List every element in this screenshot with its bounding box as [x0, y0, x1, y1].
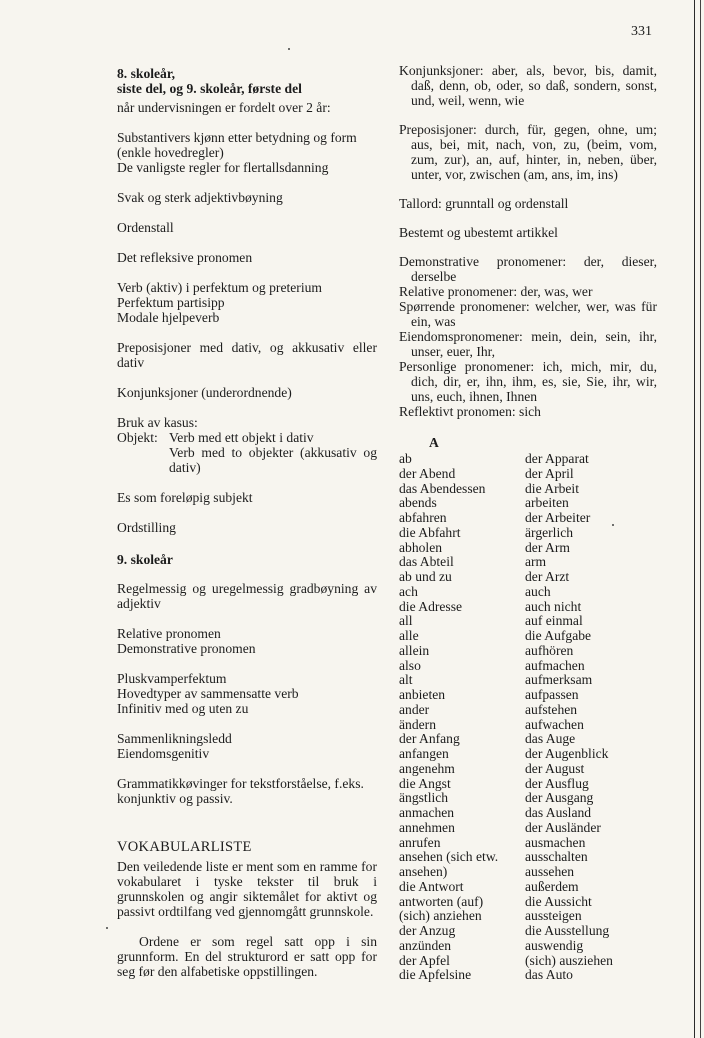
section-subheading-8: siste del, og 9. skoleår, første del: [117, 81, 302, 96]
section-heading-9: 9. skoleår: [117, 552, 173, 567]
topic-line: Det refleksive pronomen: [117, 250, 253, 265]
topic-line: Modale hjelpeverb: [117, 310, 220, 325]
word-entry: der Abend: [399, 465, 456, 481]
right-column: [399, 63, 657, 983]
word-entry: (sich) anziehen: [399, 908, 482, 924]
word-entry: der Anfang: [399, 731, 460, 747]
word-entry: die Angst: [399, 775, 451, 791]
topic-line: Ordstilling: [117, 520, 176, 535]
word-entry: die Ausstellung: [525, 923, 610, 938]
topic-line: Es som foreløpig subjekt: [117, 490, 253, 505]
word-entry: antworten (auf): [399, 893, 484, 909]
word-entry: ansehen): [399, 864, 448, 879]
word-entry: angenehm: [399, 760, 455, 776]
topic-line: De vanligste regler for flertallsdanning: [117, 160, 329, 175]
word-entry: auf einmal: [525, 613, 583, 629]
word-entry: die Apfelsine: [399, 967, 472, 983]
word-entry: der Anzug: [399, 923, 456, 938]
structure-group: Konjunksjoner: aber, als, bevor, bis, damit, daß, denn, ob, oder, so daß, sondern, sonst, und, weil, wenn, wie: [399, 63, 657, 108]
word-entry: annehmen: [399, 819, 455, 835]
pronoun-group: Reflektivt pronomen: sich: [399, 404, 541, 419]
word-entry: ach: [399, 583, 418, 599]
topic-line: Grammatikkøvinger for tekstforståelse, f.eks. konjunktiv og passiv.: [117, 776, 364, 806]
word-entry: der Arm: [525, 539, 570, 555]
kasus-objekt-label: Objekt:: [117, 430, 158, 445]
word-entry: aufmerksam: [525, 672, 593, 688]
section-intro: når undervisningen er fordelt over 2 år:: [117, 100, 331, 115]
word-entry: abholen: [399, 539, 443, 555]
word-entry: ängstlich: [399, 790, 449, 806]
pronoun-group: Personlige pronomener: ich, mich, mir, du, dich, dir, er, ihn, ihm, es, sie, Sie, ihr, wir, uns, euch, ihnen, Ihnen: [399, 359, 657, 404]
word-entry: ändern: [399, 716, 436, 732]
topic-line: (enkle hovedregler): [117, 145, 224, 160]
word-entry: ausmachen: [525, 834, 586, 850]
word-entry: abfahren: [399, 510, 447, 525]
word-entry: der Apparat: [525, 451, 589, 466]
word-entry: anfangen: [399, 746, 449, 761]
topic-line: Infinitiv med og uten zu: [117, 701, 249, 716]
word-entry: der Ausflug: [525, 775, 589, 791]
vocab-heading: VOKABULARLISTE: [117, 839, 252, 855]
word-entry: anrufen: [399, 834, 441, 850]
word-entry: anmachen: [399, 805, 455, 820]
kasus-line: Verb med ett objekt i dativ: [169, 430, 314, 445]
word-entry: (sich) ausziehen: [525, 952, 613, 968]
word-entry: anzünden: [399, 937, 452, 953]
topic-line: Konjunksjoner (underordnende): [117, 385, 292, 400]
word-entry: aufpassen: [525, 687, 579, 702]
topic-line: Preposisjoner med dativ, og akkusativ eller dativ: [117, 340, 377, 370]
kasus-line: Verb med to objekter (akkusativ og dativ): [169, 445, 377, 475]
topic-line: Pluskvamperfektum: [117, 671, 227, 686]
kasus-title: Bruk av kasus:: [117, 415, 198, 430]
word-entry: der April: [525, 465, 574, 481]
letter-heading: A: [429, 435, 439, 450]
word-entry: das Auto: [525, 967, 573, 983]
word-entry: das Abendessen: [399, 480, 486, 496]
structure-group: Tallord: grunntall og ordenstall: [399, 196, 569, 211]
page-number: 331: [631, 24, 652, 39]
word-entry: ärgerlich: [525, 524, 574, 540]
word-entry: anbieten: [399, 687, 446, 702]
word-entry: die Aufgabe: [525, 628, 592, 643]
topic-line: Hovedtyper av sammensatte verb: [117, 686, 299, 701]
word-entry: das Ausland: [525, 805, 592, 820]
word-entry: also: [399, 657, 421, 673]
word-entry: aufhören: [525, 642, 574, 658]
word-entry: ab und zu: [399, 569, 452, 584]
pronoun-group: Relative pronomener: der, was, wer: [399, 284, 593, 299]
topic-line: Eiendomsgenitiv: [117, 746, 210, 761]
vocab-paragraph: Ordene er som regel satt opp i sin grunnform. En del strukturord er satt opp for seg før den alfabetiske oppstillingen.: [117, 934, 377, 979]
word-entry: das Abteil: [399, 554, 454, 570]
word-entry: aufstehen: [525, 701, 578, 717]
word-entry: das Auge: [525, 731, 576, 747]
word-entry: ab: [399, 451, 412, 466]
word-entry: aussteigen: [525, 908, 582, 924]
topic-line: Verb (aktiv) i perfektum og preterium: [117, 280, 322, 295]
topic-line: Ordenstall: [117, 220, 174, 235]
word-entry: arm: [525, 554, 547, 570]
word-entry: die Adresse: [399, 598, 463, 614]
word-entry: aussehen: [525, 864, 575, 879]
word-entry: ansehen (sich etw.: [399, 849, 499, 865]
word-list: [399, 452, 657, 983]
word-entry: der Apfel: [399, 952, 450, 968]
word-entry: abends: [399, 495, 437, 511]
word-entry: der Ausländer: [525, 819, 601, 835]
topic-line: Demonstrative pronomen: [117, 641, 256, 656]
word-entry: der Arzt: [525, 569, 570, 584]
topic-line: Substantivers kjønn etter betydning og form: [117, 130, 357, 145]
word-entry: die Abfahrt: [399, 524, 461, 540]
word-entry: auch nicht: [525, 598, 582, 614]
word-entry: der Arbeiter: [525, 510, 591, 525]
word-entry: alle: [399, 628, 419, 643]
pronoun-group: Spørrende pronomener: welcher, wer, was für ein, was: [399, 299, 657, 329]
word-entry: all: [399, 613, 413, 629]
word-entry: die Arbeit: [525, 480, 579, 496]
topic-line: Svak og sterk adjektivbøyning: [117, 190, 283, 205]
topic-line: Regelmessig og uregelmessig gradbøyning av adjektiv: [117, 581, 377, 611]
pronoun-group: Eiendomspronomener: mein, dein, sein, ihr, unser, euer, Ihr,: [399, 329, 657, 359]
page-edge-line: [694, 0, 695, 1038]
word-entry: arbeiten: [525, 495, 569, 511]
word-list-column-1: [399, 452, 525, 983]
topic-line: Perfektum partisipp: [117, 295, 225, 310]
word-entry: der Ausgang: [525, 790, 594, 806]
pronoun-group: Demonstrative pronomener: der, dieser, derselbe: [399, 254, 657, 284]
topic-line: Sammenlikningsledd: [117, 731, 232, 746]
section-heading-8: 8. skoleår,: [117, 66, 176, 81]
word-entry: auswendig: [525, 937, 584, 953]
page-edge-line-outer: [700, 0, 701, 1038]
word-entry: der August: [525, 760, 585, 776]
vocab-paragraph: Den veiledende liste er ment som en ramme for vokabularet i tyske tekster til bruk i grunnskolen og angir siktemålet for aktivt og passivt ordtilfang ved gjennomgått grunnskole.: [117, 859, 377, 919]
print-speck: [106, 927, 108, 929]
left-column: [117, 66, 377, 979]
word-entry: allein: [399, 642, 430, 658]
word-entry: ausschalten: [525, 849, 588, 865]
structure-group: Preposisjoner: durch, für, gegen, ohne, um; aus, bei, mit, nach, von, zu, (beim, vom, zum, zur), an, auf, hinter, in, neben, über, unter, vor, zwischen (am, ans, im, ins): [399, 122, 657, 182]
word-entry: der Augenblick: [525, 746, 609, 761]
topic-line: Relative pronomen: [117, 626, 221, 641]
kasus-objekt: [117, 430, 377, 445]
word-list-column-2: [525, 452, 613, 983]
word-entry: außerdem: [525, 878, 579, 894]
word-entry: alt: [399, 672, 413, 688]
word-entry: aufwachen: [525, 716, 584, 732]
word-entry: die Aussicht: [525, 893, 592, 909]
structure-group: Bestemt og ubestemt artikkel: [399, 225, 558, 240]
word-entry: die Antwort: [399, 878, 464, 894]
word-entry: aufmachen: [525, 657, 585, 673]
word-entry: ander: [399, 701, 430, 717]
print-speck: [288, 48, 290, 50]
word-entry: auch: [525, 583, 551, 599]
